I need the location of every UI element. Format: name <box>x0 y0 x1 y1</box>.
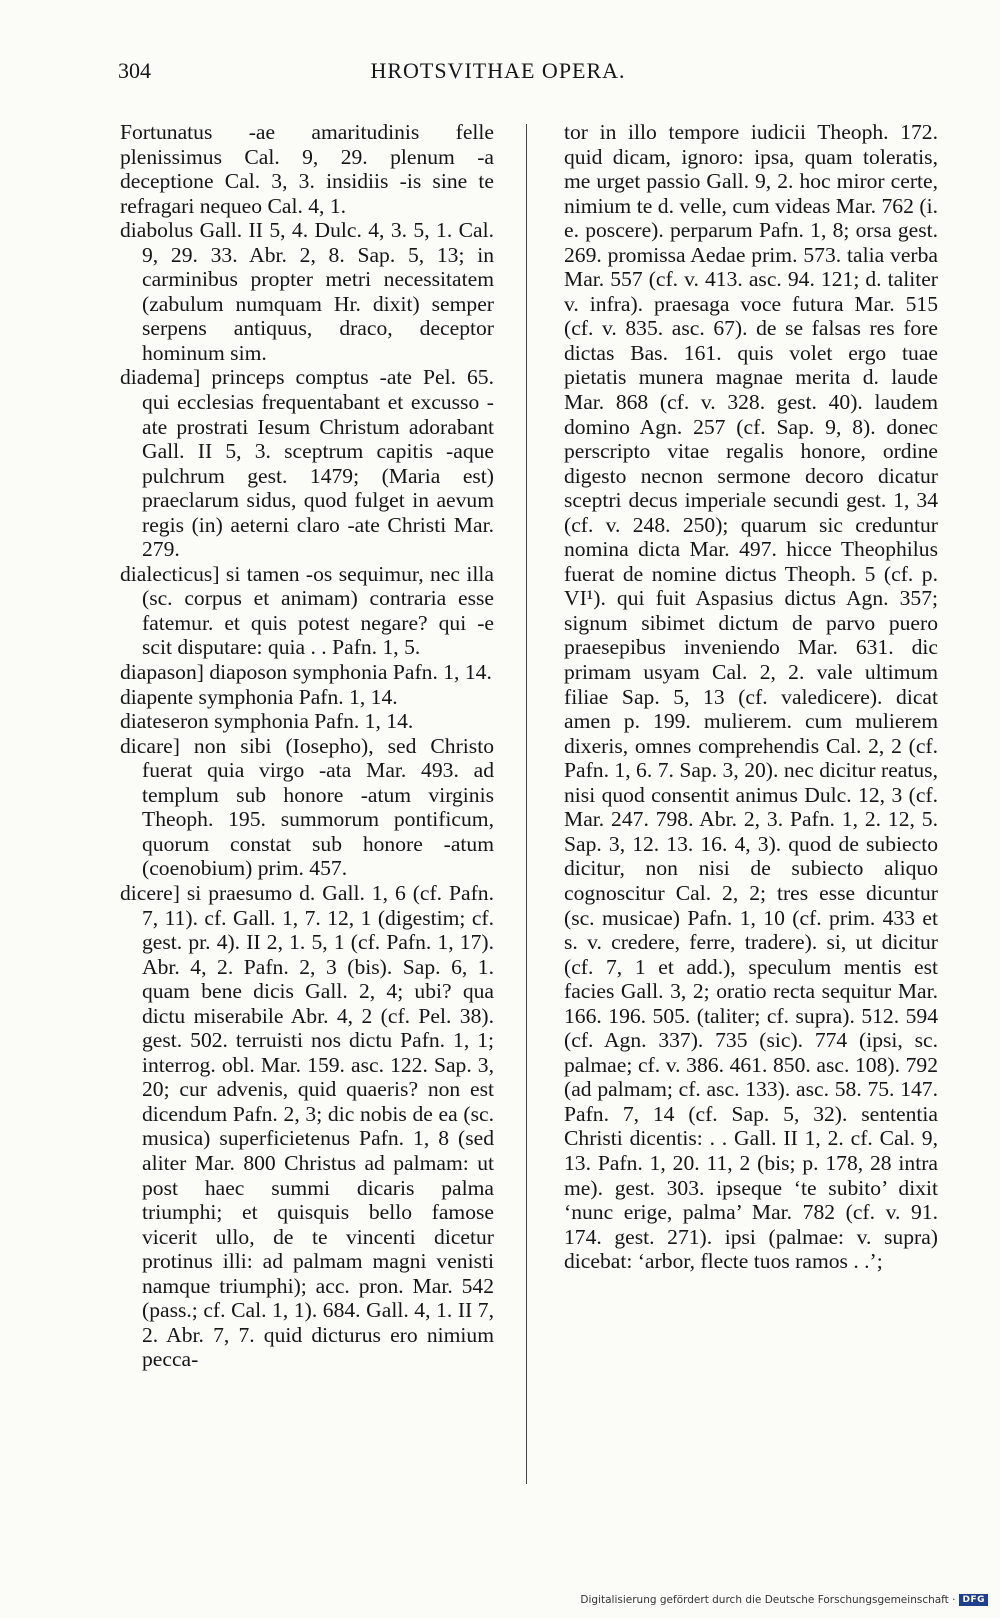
continuation-text: tor in illo tempore iudicii Theoph. 172. quid dicam, ignoro: ipsa, quam toleratis, me urget passio Gall. 9, 2. hoc miror certe, nimium te d. velle, cum videas Mar. 762 (i. e. poscere). perparum Pafn. 1, 8; orsa gest. 269. promissa Aedae prim. 573. talia verba Mar. 557 (cf. v. 413. asc. 94. 121; d. taliter v. infra). praesaga voce futura Mar. 515 (cf. v. 835. asc. 67). de se falsas res fore dictas Bas. 161. quis volet ergo tuae pietatis munera magnae merita d. laude Mar. 868 (cf. v. 328. gest. 40). laudem domino Agn. 257 (cf. Sap. 9, 8). donec perscripto vitae regalis honore, ordine digesto necnon sermone decoro dicatur sceptri decus imperiale secundi gest. 1, 34 (cf. v. 248. 250); quarum sic creduntur nomina dicta Mar. 497. hicce Theophilus fuerat de nomine dictus Theoph. 5 (cf. p. VI¹). qui fuit Aspasius dictus Agn. 357; signum sibimet dictum de parvo puero praesepibus inveniendo Mar. 631. dic primam usyam Cal. 2, 2. vale ultimum filiae Sap. 5, 13 (cf. valedicere). dicat amen p. 199. mulierem. cum mulierem dixeris, omnes comprehendis Cal. 2, 2 (cf. Pafn. 1, 6. 7. Sap. 3, 20). nec dicitur reatus, nisi quod consentit animus Dulc. 12, 3 (cf. Mar. 247. 798. Abr. 2, 3. Pafn. 1, 2. 12, 5. Sap. 3, 12. 13. 16. 4, 3). quod de subiecto dicitur, non nisi de subiecto aliquo cognoscitur Cal. 2, 2; tres esse dicuntur (sc. musicae) Pafn. 1, 10 (cf. prim. 433 et s. v. credere, ferre, tradere). si, ut dicitur (cf. 7, 1 et add.), speculum mentis est facies Gall. 3, 2; oratio recta sequitur Mar. 166. 196. 505. (taliter; cf. supra). 512. 594 (cf. Agn. 337). 735 (sic). 774 (ipsi, sc. palmae; cf. v. 386. 461. 850. asc. 108). 792 (ad palmam; cf. asc. 133). asc. 58. 75. 147. Pafn. 7, 14 (cf. Sap. 5, 32). sententia Christi dicentis: . . Gall. II 1, 2. cf. Cal. 9, 13. Pafn. 1, 20. 11, 2 (bis; p. 178, 28 intra me). gest. 303. ipseque ‘te subito’ dixit ‘nunc erige, palma’ Mar. 782 (cf. v. 91. 174. gest. 271). ipsi (palmae: v. supra) dicebat: ‘arbor, flecte tuos ramos . .’; <box>564 120 938 1274</box>
page-number: 304 <box>118 58 151 83</box>
page-header <box>118 58 878 88</box>
index-entry: diabolus Gall. II 5, 4. Dulc. 4, 3. 5, 1. Cal. 9, 29. 33. Abr. 2, 8. Sap. 5, 13; in carminibus propter metri necessitatem (zabulum numquam Hr. dixit) semper serpens antiquus, draco, deceptor hominum sim. <box>120 218 494 365</box>
footer-credit: Digitalisierung gefördert durch die Deutsche Forschungsgemeinschaft · <box>580 1594 956 1606</box>
left-column <box>120 120 494 1372</box>
index-entry: diapente symphonia Pafn. 1, 14. <box>120 684 398 709</box>
index-entry: dialecticus] si tamen -os sequimur, nec illa (sc. corpus et animam) contraria esse fatemur. et quis potest negare? qui -e scit disputare: quia . . Pafn. 1, 5. <box>120 561 494 660</box>
index-entry: dicare] non sibi (Iosepho), sed Christo fuerat quia virgo -ata Mar. 493. ad templum sub honore -atum virginis Theoph. 195. summorum pontificum, quorum constat sub honore -atum (coenobium) prim. 457. <box>120 733 494 881</box>
column-divider <box>526 124 527 1484</box>
digitization-footer <box>580 1594 988 1606</box>
right-column <box>564 120 938 1274</box>
running-title: HROTSVITHAE OPERA. <box>370 58 626 83</box>
index-entry: diadema] princeps comptus -ate Pel. 65. qui ecclesias frequentabant et excusso -ate prostrati Iesum Christum adorabant Gall. II 5, 3. sceptrum capitis -aque pulchrum gest. 1479; (Maria est) praeclarum sidus, quod fulget in aevum regis (in) aeterni claro -ate Christi Mar. 279. <box>120 365 494 562</box>
continuation-text: Fortunatus -ae amaritudinis felle plenissimus Cal. 9, 29. plenum -a deceptione Cal. 3, 3. insidiis -is sine te refragari nequeo Cal. 4, 1. <box>120 120 494 218</box>
index-entry: diapason] diaposon symphonia Pafn. 1, 14. <box>120 660 492 685</box>
dfg-logo-icon: DFG <box>959 1594 988 1606</box>
index-entry: diateseron symphonia Pafn. 1, 14. <box>120 709 414 734</box>
index-entry: dicere] si praesumo d. Gall. 1, 6 (cf. Pafn. 7, 11). cf. Gall. 1, 7. 12, 1 (digestim; cf. gest. pr. 4). II 2, 1. 5, 1 (cf. Pafn. 1, 17). Abr. 4, 2. Pafn. 2, 3 (bis). Sap. 6, 1. quam bene dicis Gall. 2, 4; ubi? qua dictu miserabile Abr. 4, 2 (cf. Pel. 38). gest. 502. terruisti nos dictu Pafn. 1, 1; interrog. obl. Mar. 159. asc. 122. Sap. 3, 20; cur advenis, quid quaeris? non est dicendum Pafn. 2, 3; dic nobis de ea (sc. musica) superficietenus Pafn. 1, 8 (sed aliter Mar. 800 Christus ad palmam: ut post haec summi dicaris palma triumphi; et quisquis bello famose vicerit ullo, de te vincenti dicetur protinus illi: ad palmam magni venisti namque triumphi); acc. pron. Mar. 542 (pass.; cf. Cal. 1, 1). 684. Gall. 4, 1. II 7, 2. Abr. 7, 7. quid dicturus ero nimium pecca- <box>120 880 494 1372</box>
